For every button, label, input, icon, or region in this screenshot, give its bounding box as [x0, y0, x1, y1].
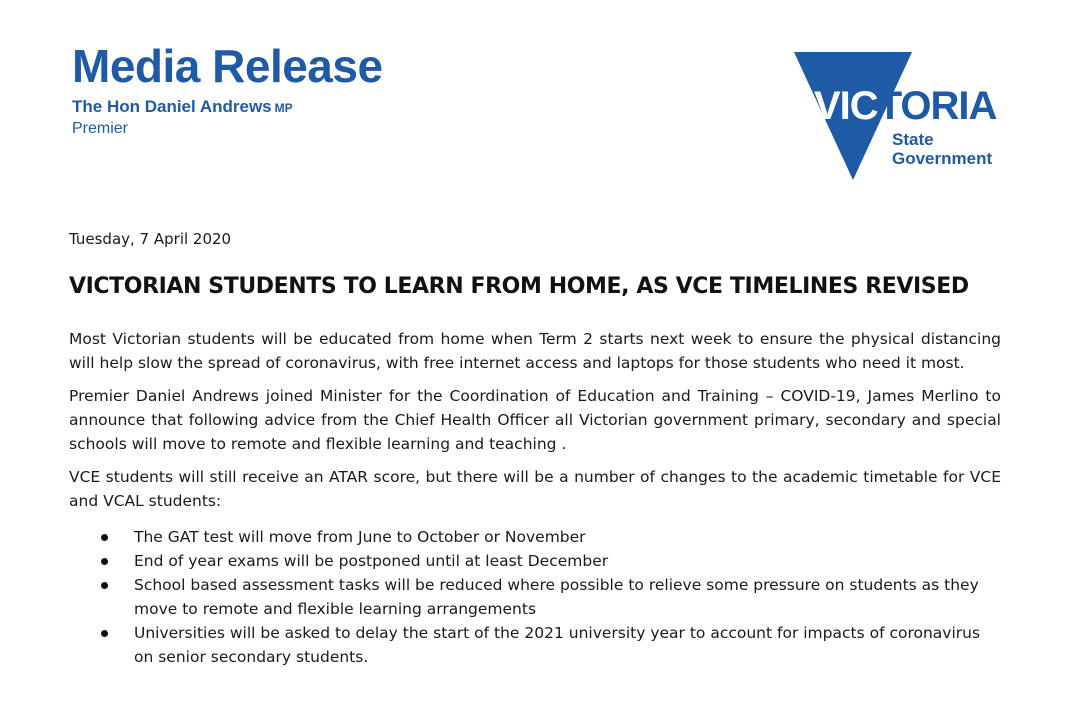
- logo-wordmark-prefix: VIC: [814, 84, 878, 128]
- paragraph: Most Victorian students will be educated from home when Term 2 starts next week to ensure the physical distancing will help slow the spread of coronavirus, with free internet access and laptops for those students who need it most.: [69, 330, 1001, 372]
- list-item: [69, 621, 1001, 669]
- list-item-text: School based assessment tasks will be reduced where possible to relieve some pressure on students as they move to remote and flexible learning arrangements: [134, 576, 979, 618]
- logo-wordmark: [814, 84, 996, 128]
- bullet-icon: [101, 558, 108, 565]
- changes-list: [69, 525, 1001, 669]
- logo-wordmark-rest: TORIA: [877, 84, 997, 128]
- minister-name: The Hon Daniel Andrews: [72, 97, 272, 116]
- release-date: Tuesday, 7 April 2020: [69, 230, 232, 248]
- paragraph: Premier Daniel Andrews joined Minister for the Coordination of Education and Training – COVID-19, James Merlino to announce that following advice from the Chief Health Officer all Victorian government primary, secondary and special schools will move to remote and flexible learning and teaching .: [69, 387, 1001, 453]
- list-item: [69, 525, 1001, 549]
- list-item-text: End of year exams will be postponed until at least December: [134, 552, 609, 570]
- logo-subtitle: [892, 130, 992, 168]
- release-title: Media Release: [72, 40, 383, 92]
- media-release-header: [72, 38, 492, 139]
- list-item: [69, 573, 1001, 621]
- minister-suffix: MP: [274, 101, 293, 115]
- bullet-icon: [101, 534, 108, 541]
- logo-subtitle-line2: Government: [892, 149, 993, 168]
- list-item: [69, 549, 1001, 573]
- bullet-icon: [101, 582, 108, 589]
- victoria-state-government-logo: [790, 50, 1030, 185]
- list-item-text: Universities will be asked to delay the start of the 2021 university year to account for impacts of coronavirus on senior secondary students.: [134, 624, 981, 666]
- headline: VICTORIAN STUDENTS TO LEARN FROM HOME, AS VCE TIMELINES REVISED: [69, 274, 969, 299]
- article-body: [69, 327, 1001, 669]
- bullet-icon: [101, 630, 108, 637]
- minister-name-line: [72, 96, 492, 119]
- paragraph: VCE students will still receive an ATAR score, but there will be a number of changes to the academic timetable for VCE and VCAL students:: [69, 468, 1001, 510]
- minister-role: Premier: [72, 120, 129, 137]
- logo-subtitle-line1: State: [892, 130, 934, 149]
- list-item-text: The GAT test will move from June to October or November: [134, 528, 586, 546]
